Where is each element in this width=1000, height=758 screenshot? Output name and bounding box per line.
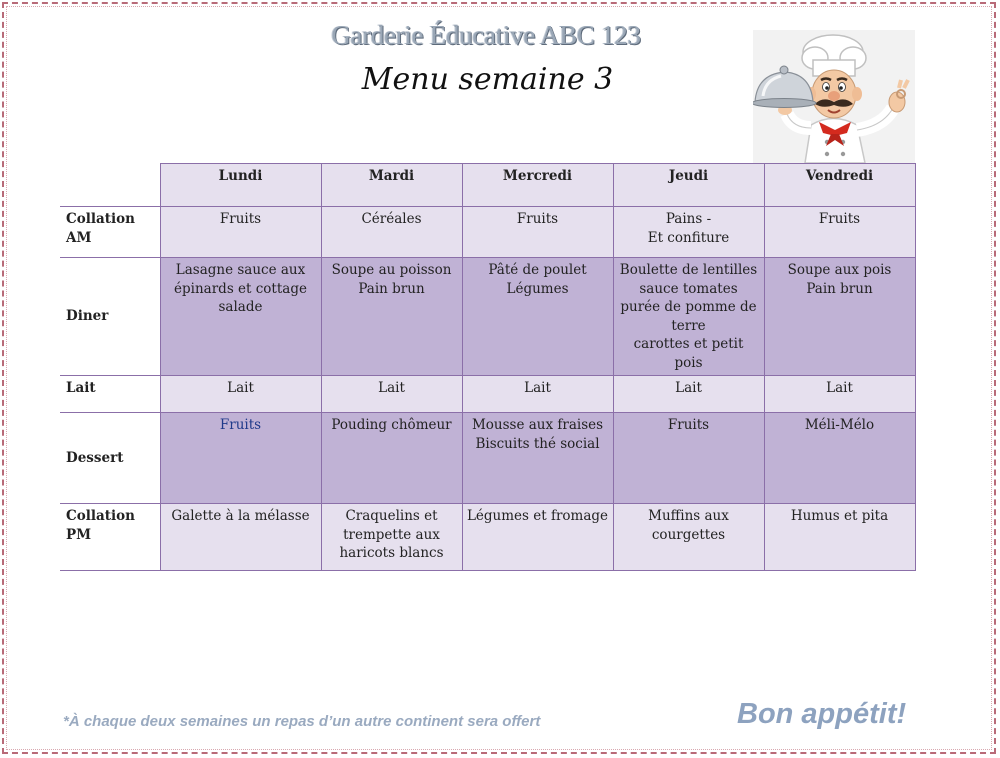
day-header: Lundi <box>160 164 321 207</box>
menu-cell: Boulette de lentilles sauce tomates purée de pomme de terre carottes et petit pois <box>613 258 764 376</box>
day-header: Vendredi <box>764 164 915 207</box>
table-header-row <box>60 164 915 207</box>
menu-cell: Lasagne sauce aux épinards et cottage salade <box>160 258 321 376</box>
table-row <box>60 413 915 504</box>
menu-cell: Fruits <box>160 413 321 504</box>
menu-cell: Lait <box>321 376 462 413</box>
table-row <box>60 376 915 413</box>
menu-cell: Muffins aux courgettes <box>613 504 764 571</box>
day-header: Mardi <box>321 164 462 207</box>
row-label: Lait <box>60 376 160 413</box>
menu-cell: Fruits <box>764 207 915 258</box>
row-label: Diner <box>60 258 160 376</box>
menu-cell: Pains - Et confiture <box>613 207 764 258</box>
menu-cell: Soupe aux pois Pain brun <box>764 258 915 376</box>
menu-cell: Lait <box>764 376 915 413</box>
day-header: Mercredi <box>462 164 613 207</box>
footnote: *À chaque deux semaines un repas d’un autre continent sera offert <box>63 713 541 730</box>
menu-cell: Lait <box>160 376 321 413</box>
row-label: Dessert <box>60 413 160 504</box>
menu-cell: Galette à la mélasse <box>160 504 321 571</box>
menu-cell: Légumes et fromage <box>462 504 613 571</box>
menu-cell: Soupe au poisson Pain brun <box>321 258 462 376</box>
school-name: Garderie Éducative ABC 123 <box>331 20 641 50</box>
menu-cell: Humus et pita <box>764 504 915 571</box>
menu-cell: Méli-Mélo <box>764 413 915 504</box>
menu-cell: Fruits <box>160 207 321 258</box>
chef-with-cloche-icon <box>753 30 915 163</box>
row-label: Collation PM <box>60 504 160 571</box>
menu-cell: Pouding chômeur <box>321 413 462 504</box>
menu-cell: Lait <box>613 376 764 413</box>
table-row <box>60 504 915 571</box>
bon-appetit: Bon appétit! <box>737 698 907 730</box>
menu-cell: Céréales <box>321 207 462 258</box>
row-label: Collation AM <box>60 207 160 258</box>
menu-cell: Mousse aux fraises Biscuits thé social <box>462 413 613 504</box>
menu-table <box>60 163 916 571</box>
table-corner <box>60 164 160 207</box>
menu-cell: Fruits <box>613 413 764 504</box>
day-header: Jeudi <box>613 164 764 207</box>
menu-cell: Fruits <box>462 207 613 258</box>
menu-cell: Pâté de poulet Légumes <box>462 258 613 376</box>
menu-cell: Lait <box>462 376 613 413</box>
menu-cell: Craquelins et trempette aux haricots blancs <box>321 504 462 571</box>
table-row <box>60 258 915 376</box>
table-row <box>60 207 915 258</box>
menu-title: Menu semaine 3 <box>361 62 614 97</box>
